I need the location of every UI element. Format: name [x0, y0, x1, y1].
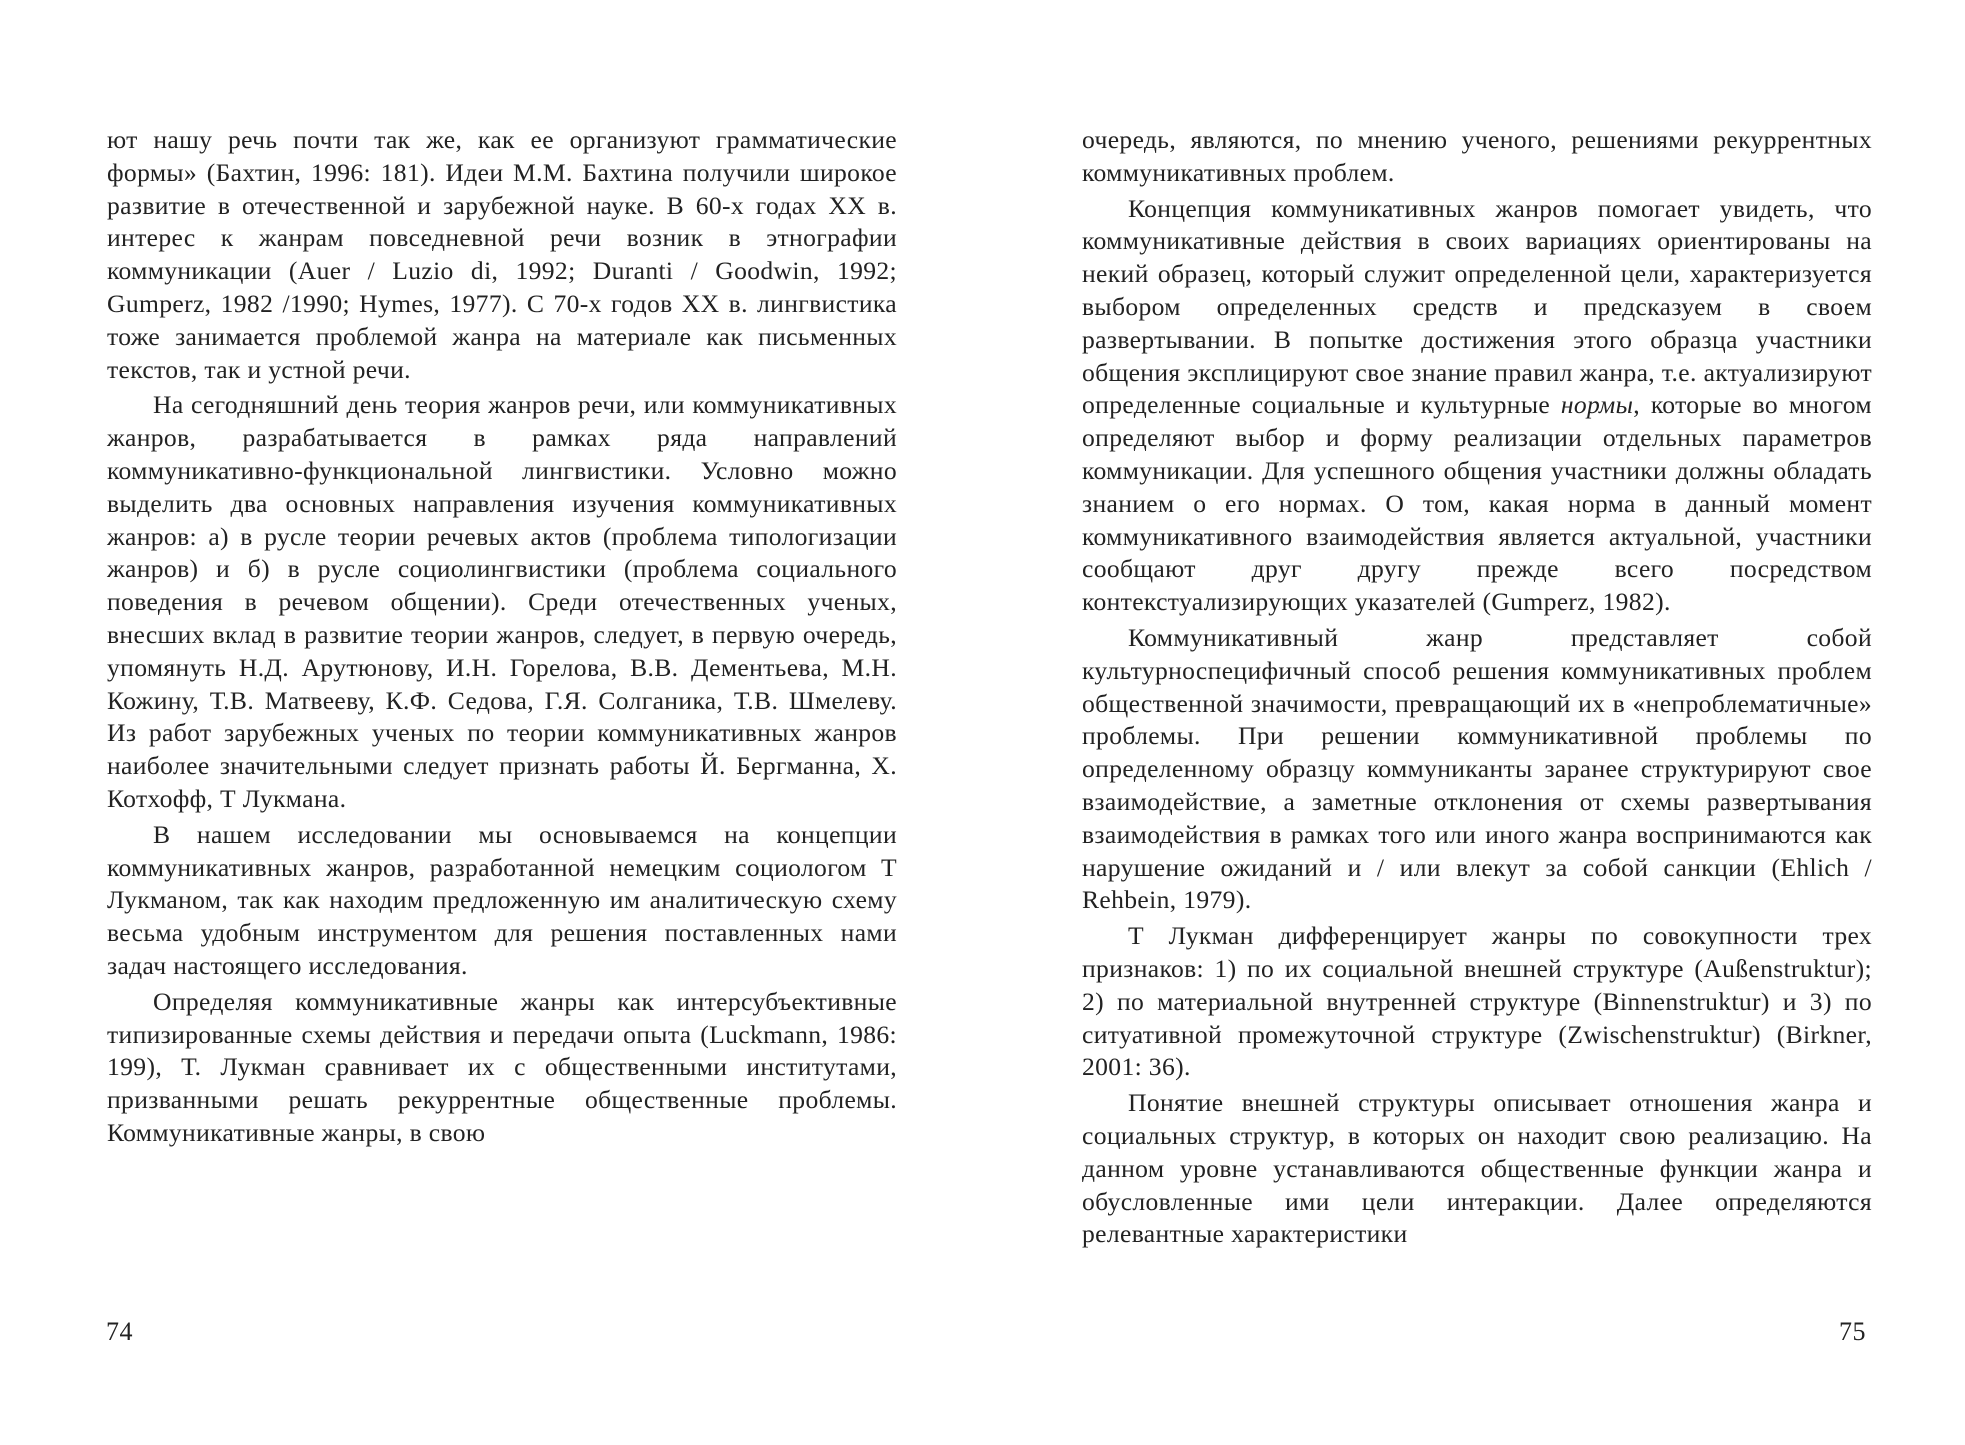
right-page — [982, 0, 1965, 1445]
right-page-text — [1082, 124, 1872, 1251]
paragraph — [1082, 193, 1872, 619]
paragraph: очередь, являются, по мнению ученого, решениями рекуррентных коммуникативных проблем. — [1082, 125, 1872, 187]
paragraph-text: , которые во многом определяют выбор и форму реализации отдельных параметров коммуникации. Для успешного общения участники должны обладать знанием о его нормах. О том, какая норма в данный момент коммуникативного взаимодействия является актуальной, участники сообщают друг другу прежде всего посредством контекстуализирующих указателей (Gumperz, 1982). — [1082, 390, 1872, 617]
paragraph: В нашем исследовании мы основываемся на концепции коммуникативных жанров, разработанной немецким социологом Т Лукманом, так как находим предложенную им аналитическую схему весьма удобным инструментом для решения поставленных нами задач настоящего исследования. — [107, 819, 897, 980]
paragraph: Т Лукман дифференцирует жанры по совокупности трех признаков: 1) по их социальной внешней структуре (Außenstruktur); 2) по материальной внутренней структуре (Binnenstruktur) и 3) по ситуативной промежуточной структуре (Zwischenstruktur) (Birkner, 2001: 36). — [1082, 921, 1872, 1082]
paragraph: Определяя коммуникативные жанры как интерсубъективные типизированные схемы действия и передачи опыта (Luckmann, 1986: 199), Т. Лукман сравнивает их с общественными институтами, призванными решать рекуррентные общественные проблемы. Коммуникативные жанры, в свою — [107, 986, 897, 1147]
page-number: 75 — [1839, 1317, 1866, 1346]
left-page-text — [107, 124, 897, 1150]
paragraph-text: Концепция коммуникативных жанров помогает увидеть, что коммуникативные действия в своих вариациях ориентированы на некий образец, который служит определенной цели, характеризуется выбором определенных средств и предсказуем в своем развертывании. В попытке достижения этого образца участники общения эксплицируют свое знание правил жанра, т.е. актуализируют определенные социальные и культурные — [1082, 193, 1872, 420]
paragraph: На сегодняшний день теория жанров речи, или коммуникативных жанров, разрабатывается в рамках ряда направлений коммуникативно-функциональной лингвистики. Условно можно выделить два основных направления изучения коммуникативных жанров: а) в русле теории речевых актов (проблема типологизации жанров) и б) в русле социолингвистики (проблема социального поведения в речевом общении). Среди отечественных ученых, внесших вклад в развитие теории жанров, следует, в первую очередь, упомянуть Н.Д. Арутюнову, И.Н. Горелова, В.В. Дементьева, М.Н. Кожину, Т.В. Матвееву, К.Ф. Седова, Г.Я. Солганика, Т.В. Шмелеву. Из работ зарубежных ученых по теории коммуникативных жанров наиболее значительными следует признать работы Й. Бергманна, Х. Котхофф, Т Лукмана. — [107, 390, 897, 813]
paragraph: Понятие внешней структуры описывает отношения жанра и социальных структур, в которых он находит свою реализацию. На данном уровне устанавливаются общественные функции жанра и обусловленные ими цели интеракции. Далее определяются релевантные характеристики — [1082, 1088, 1872, 1249]
left-page — [0, 0, 982, 1445]
page-number: 74 — [106, 1317, 133, 1346]
paragraph: Коммуникативный жанр представляет собой культурноспецифичный способ решения коммуникативных проблем общественной значимости, превращающий их в «непроблематичные» проблемы. При решении коммуникативной проблемы по определенному образцу коммуниканты заранее структурируют свое взаимодействие, а заметные отклонения от схемы развертывания взаимодействия в рамках того или иного жанра воспринимаются как нарушение ожиданий и / или влекут за собой санкции (Ehlich / Rehbein, 1979). — [1082, 622, 1872, 915]
paragraph: ют нашу речь почти так же, как ее организуют грамматические формы» (Бахтин, 1996: 181). Идеи М.М. Бахтина получили широкое развитие в отечественной и зарубежной науке. В 60-х годах XX в. интерес к жанрам повседневной речи возник в этнографии коммуникации (Auer / Luzio di, 1992; Duranti / Goodwin, 1992; Gumperz, 1982 /1990; Hymes, 1977). С 70-х годов XX в. лингвистика тоже занимается проблемой жанра на материале как письменных текстов, так и устной речи. — [107, 125, 897, 384]
emphasized-word: нормы — [1560, 390, 1634, 420]
